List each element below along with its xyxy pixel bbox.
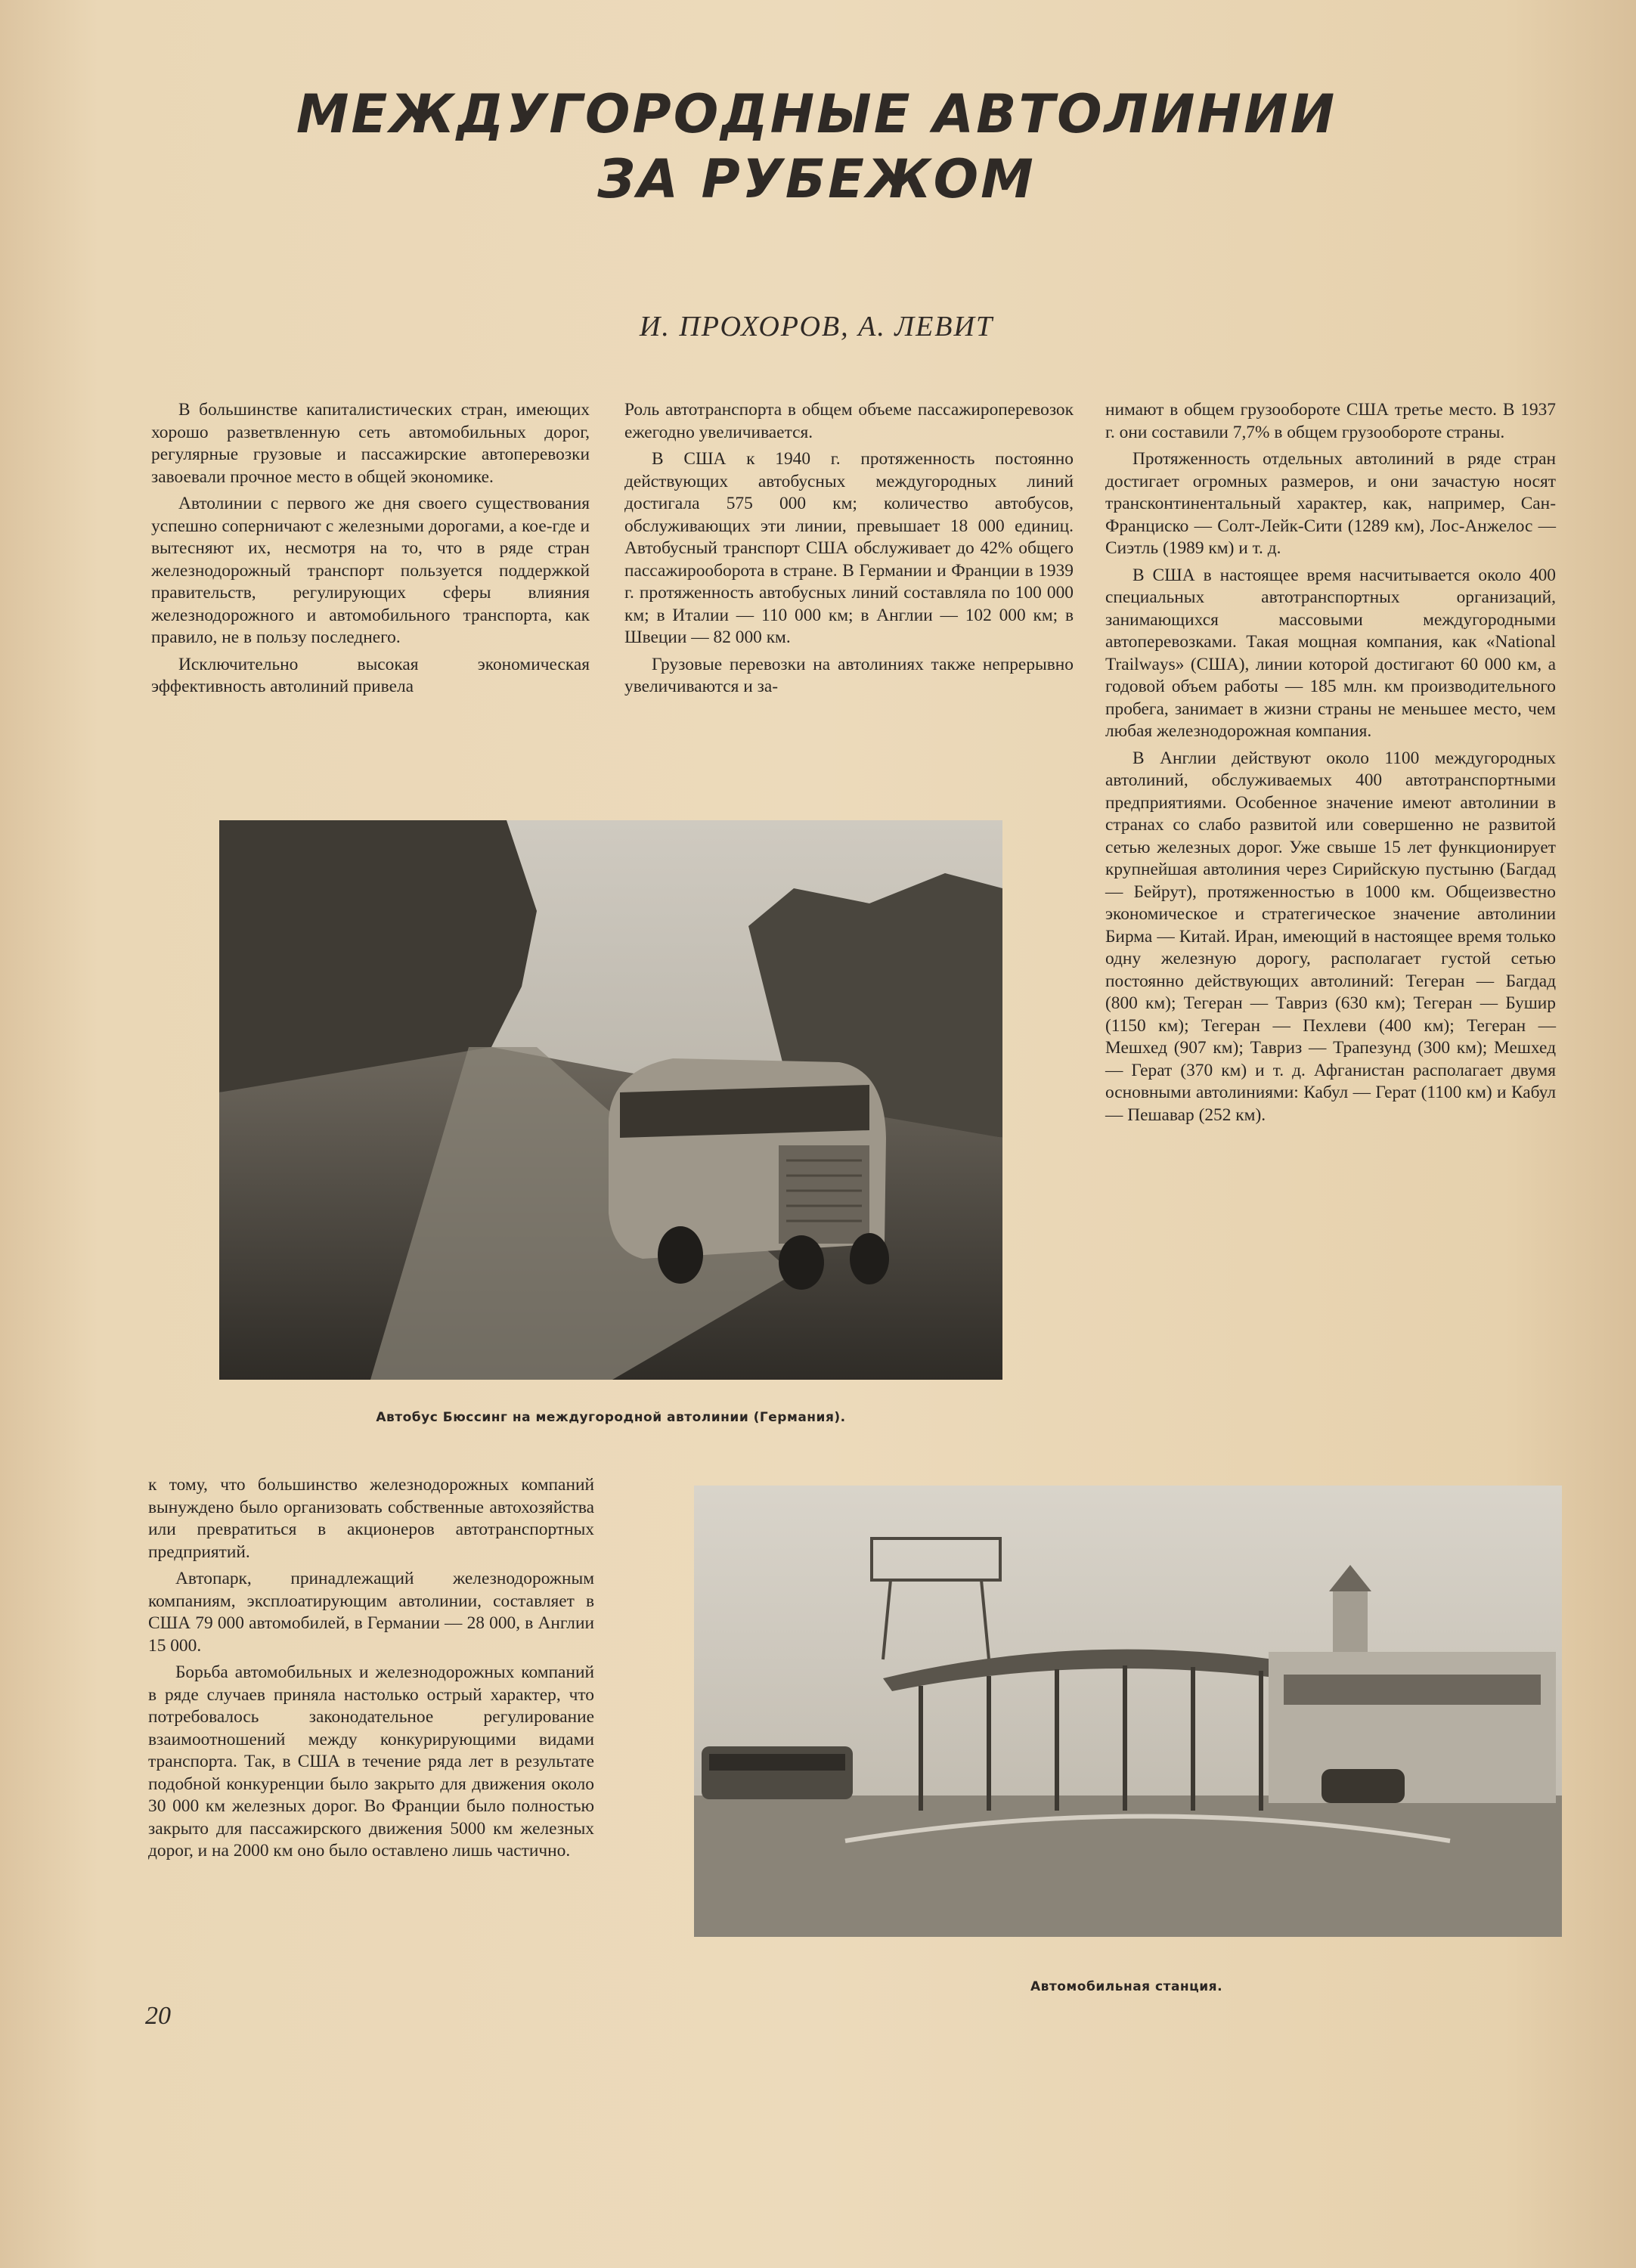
text-column-bottom [148,1474,594,1867]
article-authors: И. ПРОХОРОВ, А. ЛЕВИТ [639,311,994,342]
car-icon [1322,1769,1405,1803]
article-title [227,82,1406,212]
bus-photo [219,820,1002,1380]
paragraph: Автолинии с первого же дня своего существования успешно соперничают с железными дорогами, а кое-где и вытесняют их, несмотря на то, что в ряде стран железнодорожный транспорт пользуется поддержкой правительств, регулирующих сферы влияния железнодорожного и автомобильного транспорта, как правило, не в пользу последнего. [151,494,590,647]
station-photo-caption: Автомобильная станция. [1030,1979,1223,1994]
bus-illustration [219,820,1002,1380]
paragraph: Борьба автомобильных и железнодорожных компаний в ряде случаев приняла настолько острый характер, что потребовалось законодательное регулирование взаимоотношений между конкурирующими видами транспорта. Так, в США в течение ряда лет в результате подобной конкуренции было закрыто для движения около 30 000 км железных дорог. Во Франции было полностью закрыто для пассажирского движения 5000 км железных дорог, и на 2000 км оно было оставлено лишь частично. [148,1662,594,1861]
paragraph: нимают в общем грузообороте США третье место. В 1937 г. они составили 7,7% в общем грузообороте страны. [1105,400,1556,442]
bus-icon [702,1746,853,1799]
text-column-3 [1105,399,1556,1131]
paragraph: Автопарк, принадлежащий железнодорожным компаниям, эксплоатирующим автолинии, составляет в США 79 000 автомобилей, в Германии — 28 000, в Англии 15 000. [148,1569,594,1656]
paragraph: Роль автотранспорта в общем объеме пассажироперевозок ежегодно увеличивается. [624,400,1074,442]
text-column-2 [624,399,1074,703]
paragraph: В Англии действуют около 1100 междугородных автолиний, обслуживаемых 400 автотранспортными предприятиями. Особенное значение имеют автолинии в странах со слабо развитой или совершенно не развитой сетью железных дорог. Уже свыше 15 лет функционирует крупнейшая автолиния через Сирийскую пустыню (Багдад — Бейрут), протяженностью в 1000 км. Общеизвестно экономическое и стратегическое значение автолинии Бирма — Китай. Иран, имеющий в настоящее время только одну железную дорогу, располагает густой сетью постоянно действующих автолиний: Тегеран — Багдад (800 км); Тегеран — Тавриз (630 км); Тегеран — Бушир (1150 км); Тегеран — Пехлеви (400 км); Тегеран — Мешхед (907 км); Тавриз — Трапезунд (300 км); Мешхед — Герат (370 км) и т. д. Афганистан располагает двумя основными автолиниями: Кабул — Герат (1100 км) и Кабул — Пешавар (252 км). [1105,748,1556,1125]
paragraph: Грузовые перевозки на автолиниях также непрерывно увеличиваются и за- [624,654,1074,696]
title-line-1: МЕЖДУГОРОДНЫЕ АВТОЛИНИИ [296,83,1337,145]
paragraph: Исключительно высокая экономическая эффективность автолиний привела [151,654,590,696]
station-photo [694,1486,1562,1937]
page-number: 20 [145,2002,171,2030]
station-illustration [694,1486,1562,1937]
text-column-1 [151,399,590,703]
paragraph: В большинстве капиталистических стран, имеющих хорошо разветвленную сеть автомобильных дорог, регулярные грузовые и пассажирские автоперевозки завоевали прочное место в общей экономике. [151,400,590,487]
paragraph: к тому, что большинство железнодорожных компаний вынуждено было организовать собственные автохозяйства или превратиться в акционеров автотранспортных предприятий. [148,1475,594,1562]
paragraph: В США в настоящее время насчитывается около 400 специальных автотранспортных организаций, занимающихся массовыми междугородными автоперевозками. Такая мощная компания, как «National Trailways» (США), линии которой достигают 60 000 км, а годовой объем работы — 185 млн. км производительного пробега, занимает в жизни страны не меньшее место, чем любая железнодорожная компания. [1105,565,1556,741]
title-line-2: ЗА РУБЕЖОМ [597,148,1036,210]
paragraph: Протяженность отдельных автолиний в ряде стран достигает огромных размеров, и они зачастую носят трансконтинентальный характер, как, например, Сан-Франциско — Солт-Лейк-Сити (1289 км), Лос-Анжелос — Сиэтль (1989 км) и т. д. [1105,449,1556,558]
paragraph: В США к 1940 г. протяженность постоянно действующих автобусных междугородных линий достигала 575 000 км; количество автобусов, обслуживающих эти линии, превышает 18 000 единиц. Автобусный транспорт США обслуживает до 42% общего пассажирооборота в стране. В Германии и Франции в 1939 г. протяженность автобусных линий составляла по 100 000 км; в Италии — 110 000 км; в Англии — 102 000 км; в Швеции — 82 000 км. [624,449,1074,647]
bus-photo-caption: Автобус Бюссинг на междугородной автолинии (Германия). [376,1410,846,1425]
